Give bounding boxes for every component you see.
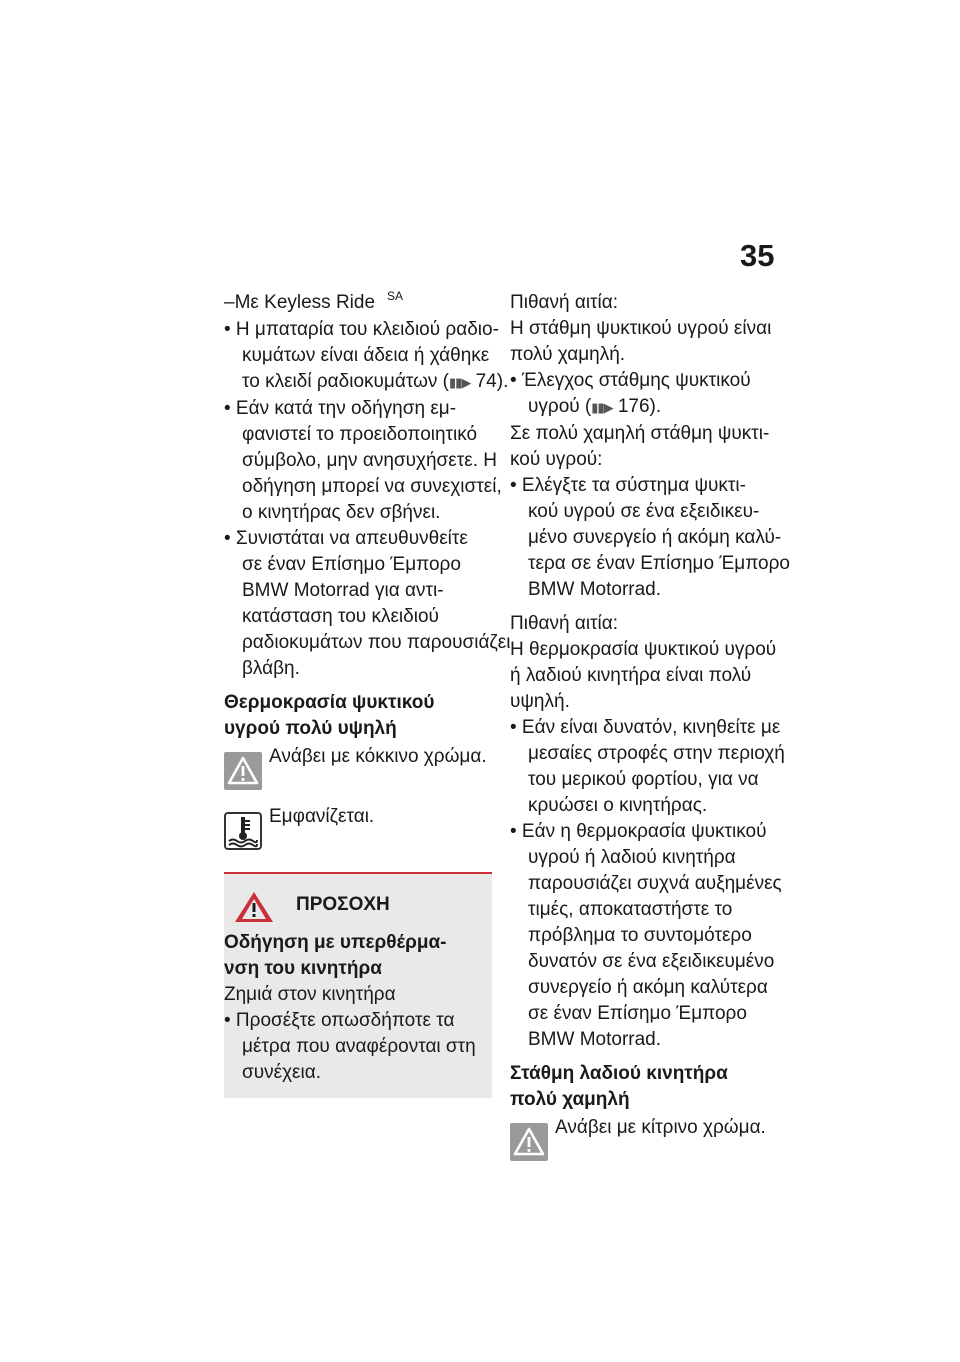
text-line: Πιθανή αιτία:	[510, 613, 619, 634]
bullet-check-level	[510, 368, 790, 421]
text-line: ή λαδιού κινητήρα είναι πολύ	[510, 665, 752, 686]
text-line: μέτρα που αναφέρονται στη	[242, 1036, 476, 1057]
text-line: Πιθανή αιτία:	[510, 292, 619, 313]
text-line: • Έλεγχος στάθμης ψυκτικού	[510, 370, 751, 391]
right-column	[510, 290, 790, 1161]
caution-title: ΠΡΟΣΟΧΗ	[296, 894, 390, 915]
text-line: υγρού πολύ υψηλή	[224, 718, 397, 739]
text-line: υγρού ή λαδιού κινητήρα	[528, 847, 736, 868]
text-line: • Προσέξτε οπωσδήποτε τα	[224, 1010, 455, 1031]
warning-triangle-icon	[224, 752, 262, 790]
text-line: κού υγρού:	[510, 449, 603, 470]
text-line: ο κινητήρας δεν σβήνει.	[242, 502, 441, 523]
text-line: BMW Motorrad.	[528, 1029, 662, 1050]
text-line: BMW Motorrad για αντι-	[242, 580, 444, 601]
text-line: φανιστεί το προειδοποιητικό	[242, 424, 478, 445]
text-line: βλάβη.	[242, 658, 300, 679]
icon-row-oil-warning	[510, 1115, 790, 1161]
text-line: τερα σε έναν Επίσημο Έμπορο	[528, 553, 790, 574]
text-line: Σε πολύ χαμηλή στάθμη ψυκτι-	[510, 423, 770, 444]
text-line: • Εάν η θερμοκρασία ψυκτικού	[510, 821, 767, 842]
text-line: BMW Motorrad.	[528, 579, 662, 600]
text-line: σύμβολο, μην ανησυχήσετε. Η	[242, 450, 497, 471]
caution-text: Ζημιά στον κινητήρα	[224, 984, 396, 1005]
bullet-repair	[510, 819, 790, 1053]
bullet-battery	[224, 317, 509, 396]
text-line: • Εάν είναι δυνατόν, κινηθείτε με	[510, 717, 781, 738]
text-line: 176).	[617, 396, 662, 417]
text-line: κού υγρού σε ένα εξειδικευ-	[528, 501, 760, 522]
text-line: κρυώσει ο κινητήρας.	[528, 795, 708, 816]
text-line: πολύ χαμηλή.	[510, 344, 626, 365]
text-line: • Συνιστάται να απευθυνθείτε	[224, 528, 468, 549]
section-heading-oil-low	[510, 1061, 790, 1113]
page-ref-arrow-icon: ▮▮▶	[591, 400, 613, 415]
coolant-temperature-icon	[224, 812, 262, 850]
text-line: Η στάθμη ψυκτικού υγρού είναι	[510, 318, 772, 339]
text-line: Στάθμη λαδιού κινητήρα	[510, 1063, 728, 1084]
text-line: Οδήγηση με υπερθέρμα-	[224, 932, 447, 953]
text-line: συνέχεια.	[242, 1062, 322, 1083]
text-line: κατάσταση του κλειδιού	[242, 606, 439, 627]
bullet-dealer	[224, 526, 511, 682]
text-line: • Η μπαταρία του κλειδιού ραδιο-	[224, 319, 499, 340]
text-line: δυνατόν σε ένα εξειδικευμένο	[528, 951, 775, 972]
page-number: 35	[740, 238, 775, 273]
text-line: Η θερμοκρασία ψυκτικού υγρού	[510, 639, 777, 660]
caution-bullet	[224, 1008, 492, 1086]
low-level-text	[510, 421, 790, 473]
text-line: υγρού (	[528, 396, 592, 417]
bullet-drive-cool	[510, 715, 790, 819]
text-line: πρόβλημα το συντομότερο	[528, 925, 752, 946]
text-line: –Με Keyless Ride	[224, 292, 376, 313]
text-line: σε έναν Επίσημο Έμπορο	[242, 554, 461, 575]
caution-triangle-icon	[232, 890, 276, 924]
text-line: οδήγηση μπορεί να συνεχιστεί,	[242, 476, 502, 497]
icon-row-coolant	[224, 804, 494, 850]
text-line: ραδιοκυμάτων που παρουσιάζει	[242, 632, 511, 653]
caution-subtitle	[224, 930, 492, 982]
text-line: Ανάβει με κίτρινο χρώμα.	[555, 1117, 766, 1138]
text-line: του μερικού φορτίου, για να	[528, 769, 759, 790]
text-line: σε έναν Επίσημο Έμπορο	[528, 1003, 747, 1024]
warning-triangle-icon	[510, 1123, 548, 1161]
left-column	[224, 289, 511, 1098]
cause-1	[510, 290, 790, 368]
keyless-heading	[224, 290, 494, 317]
icon-row-warning	[224, 744, 494, 790]
text-line: παρουσιάζει συχνά αυξημένες	[528, 873, 782, 894]
text-line: νση του κινητήρα	[224, 958, 382, 979]
text-line: Θερμοκρασία ψυκτικού	[224, 692, 435, 713]
bullet-check-system	[510, 473, 790, 603]
text-line: Ανάβει με κόκκινο χρώμα.	[269, 746, 487, 767]
text-line: μένο συνεργείο ή ακόμη καλύ-	[528, 527, 782, 548]
bullet-warning-symbol	[224, 396, 502, 526]
page-ref-arrow-icon: ▮▮▶	[449, 375, 471, 390]
caution-box	[224, 872, 492, 1098]
text-line: μεσαίες στροφές στην περιοχή	[528, 743, 785, 764]
text-line: κυμάτων είναι άδεια ή χάθηκε	[242, 345, 490, 366]
text-line: υψηλή.	[510, 691, 570, 712]
text-line: • Ελέγξτε τα σύστημα ψυκτι-	[510, 475, 746, 496]
text-line: συνεργείο ή ακόμη καλύτερα	[528, 977, 768, 998]
section-heading-coolant-high	[224, 690, 494, 742]
text-line: πολύ χαμηλή	[510, 1089, 630, 1110]
text-line: Εμφανίζεται.	[269, 806, 375, 827]
sa-tag: SA	[387, 289, 404, 303]
text-line: 74).	[475, 371, 509, 392]
text-line: • Εάν κατά την οδήγηση εμ-	[224, 398, 457, 419]
text-line: το κλειδί ραδιοκυμάτων (	[242, 371, 450, 392]
cause-2	[510, 611, 790, 715]
text-line: τιμές, αποκαταστήστε το	[528, 899, 733, 920]
